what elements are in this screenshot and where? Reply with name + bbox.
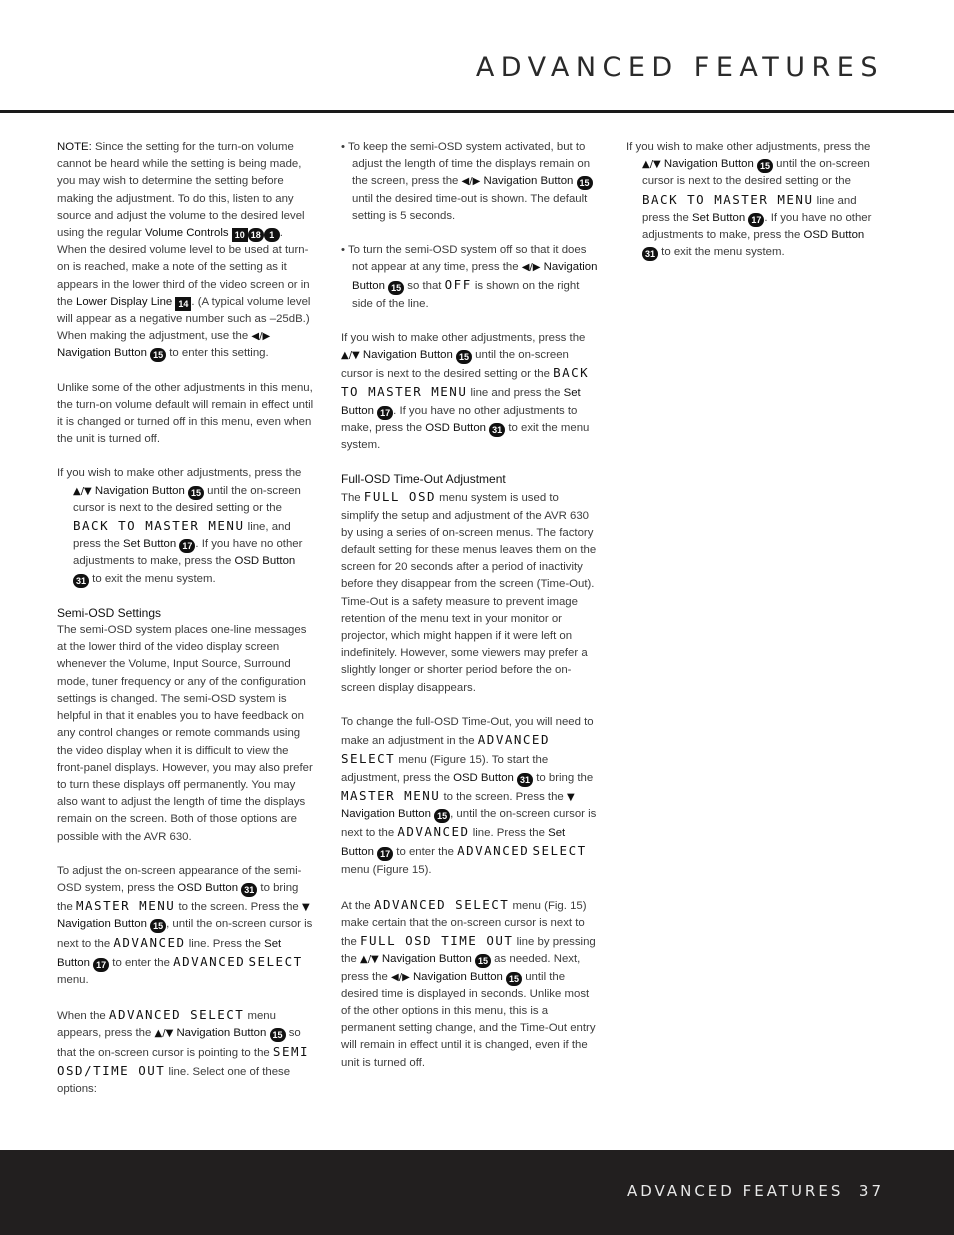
text: so that xyxy=(404,280,445,293)
text: is shown on the right side of the line. xyxy=(352,280,580,310)
down-arrow-icon: ▼ xyxy=(301,902,310,914)
term-navigation-button: Navigation Button xyxy=(483,175,574,188)
text: line and press the xyxy=(467,387,564,400)
header-rule xyxy=(0,110,954,113)
text: If you wish to make other adjustments, press the xyxy=(626,141,871,153)
paragraph xyxy=(341,330,598,454)
callout-18: 18 xyxy=(248,228,264,242)
footer-label xyxy=(627,1182,884,1200)
menu-text-semi-osd-time-out: SEMI OSD/TIME OUT xyxy=(57,1043,310,1078)
text: To change the full-OSD Time-Out, you will need to make an adjustment in the xyxy=(341,715,594,748)
text: . If you have no other adjustments to make, press the xyxy=(341,404,578,434)
text: To adjust the on-screen appearance of the semi-OSD system, press the xyxy=(57,864,302,894)
menu-text-advanced: ADVANCED xyxy=(113,934,186,950)
text: At the xyxy=(341,899,374,912)
text: until the on-screen cursor is next to the desired setting or the xyxy=(341,349,569,381)
text: . (A typical volume level will appear as a negative number such as –25dB.) When making the adjustment, use the xyxy=(57,295,311,343)
term-set-button: Set Button xyxy=(57,937,282,969)
menu-text-select: SELECT xyxy=(248,953,303,969)
heading-full-osd-time-out: Full-OSD Time-Out Adjustment xyxy=(341,472,506,487)
left-right-arrows-icon: ◀/▶ xyxy=(251,331,271,343)
text: line, and press the xyxy=(73,521,291,551)
term-osd-button: OSD Button xyxy=(803,229,865,242)
menu-text-back-to-master-menu: BACK TO MASTER MENU xyxy=(642,191,814,207)
callout-31: 31 xyxy=(642,247,658,261)
text: If you wish to make other adjustments, press the xyxy=(57,467,302,480)
text: menu appears, press the xyxy=(57,1010,276,1040)
text: to exit the menu system. xyxy=(658,246,785,259)
text: as needed. Next, press the xyxy=(341,953,581,983)
footer-section: ADVANCED FEATURES xyxy=(626,1182,844,1200)
callout-17: 17 xyxy=(748,213,764,227)
text: until the desired time is displayed in seconds. Unlike most of the other options in this menu, this is a permanent setting change, and the Time-Out entry will remain in effect until it is changed, even if the unit is turned off. xyxy=(341,970,596,1069)
term-set-button: Set Button xyxy=(341,387,581,417)
text: , until the on-screen cursor is next to the xyxy=(341,807,597,840)
paragraph xyxy=(341,714,598,879)
menu-text-advanced: ADVANCED xyxy=(477,732,550,748)
text: • To turn the semi-OSD system off so that it does not appear at any time, press the xyxy=(341,244,587,274)
callout-15: 15 xyxy=(150,348,166,362)
term-lower-display-line: Lower Display Line xyxy=(76,295,173,308)
term-navigation-button: Navigation Button xyxy=(176,1027,267,1040)
up-down-arrows-icon: ▲/▼ xyxy=(642,159,661,171)
term-navigation-button: Navigation Button xyxy=(94,484,185,497)
page-footer xyxy=(0,1150,954,1235)
callout-17: 17 xyxy=(93,958,109,972)
term-set-button: Set Button xyxy=(123,538,177,551)
text: • To keep the semi-OSD system activated, but to adjust the length of time the displays remain on the screen, press the xyxy=(341,141,591,188)
menu-text-to-master-menu: TO MASTER MENU xyxy=(341,384,468,400)
term-osd-button: OSD Button xyxy=(453,771,514,784)
up-down-arrows-icon: ▲/▼ xyxy=(73,485,92,497)
text: . When the desired volume level to be used at turn-on is reached, make a note of the setting as it appears in the lower third of the video screen or in the xyxy=(57,227,310,308)
term-set-button: Set Button xyxy=(692,211,746,224)
text: to exit the menu system. xyxy=(341,421,590,452)
menu-text-advanced-select: ADVANCED SELECT xyxy=(373,896,510,912)
paragraph xyxy=(57,1006,314,1098)
text: , until the on-screen cursor is next to the xyxy=(57,918,313,950)
term-navigation-button: Navigation Button xyxy=(362,349,453,362)
left-right-arrows-icon: ◀/▶ xyxy=(521,262,541,274)
menu-text-select: SELECT xyxy=(341,751,396,767)
up-down-arrows-icon: ▲/▼ xyxy=(154,1028,174,1040)
text: line by pressing the xyxy=(341,936,596,966)
text: to enter this setting. xyxy=(166,347,269,360)
menu-text-master-menu: MASTER MENU xyxy=(76,898,176,914)
callout-1: 1 xyxy=(264,228,280,242)
text: The xyxy=(341,492,364,505)
menu-text-select: SELECT xyxy=(532,843,587,859)
callout-31: 31 xyxy=(241,883,257,897)
text: line. Select one of these options: xyxy=(57,1065,291,1095)
menu-text-off: OFF xyxy=(444,277,472,293)
bullet-item xyxy=(341,139,598,225)
callout-31: 31 xyxy=(489,423,505,437)
text: . If you have no other adjustments to make, press the xyxy=(73,538,303,568)
page-number: 37 xyxy=(858,1182,884,1200)
up-down-arrows-icon: ▲/▼ xyxy=(360,954,379,966)
callout-15: 15 xyxy=(757,159,773,173)
text: . If you have no other adjustments to make, press the xyxy=(642,211,872,242)
callout-15: 15 xyxy=(434,809,450,823)
menu-text-advanced: ADVANCED xyxy=(457,843,530,859)
menu-text-full-osd-time-out: FULL OSD TIME OUT xyxy=(360,933,514,949)
text: until the on-screen cursor is next to the desired setting or the xyxy=(642,158,870,188)
text: If you wish to make other adjustments, press the xyxy=(341,331,586,344)
down-arrow-icon: ▼ xyxy=(566,791,575,803)
text: so that the on-screen cursor is pointing to the xyxy=(57,1027,301,1059)
text: to enter the xyxy=(393,846,458,859)
callout-15: 15 xyxy=(388,281,404,295)
menu-text-full-osd: FULL OSD xyxy=(363,489,437,505)
paragraph xyxy=(626,139,883,261)
text: line. Press the xyxy=(185,937,265,950)
heading-semi-osd-settings: Semi-OSD Settings xyxy=(57,605,162,620)
callout-15: 15 xyxy=(456,350,472,364)
term-osd-button: OSD Button xyxy=(234,555,296,568)
callout-10: 10 xyxy=(232,228,248,242)
term-navigation-button: Navigation Button xyxy=(381,953,472,966)
bullet-item xyxy=(341,242,598,313)
text: menu system is used to simplify the setup and adjustment of the AVR 630 by using a series of on-screen menus. The factory default setting for these menus leaves them on the screen for 20 seconds after a period of inactivity before they disappear from the screen (Time-Out). Time-Out is a safety measure to prevent image retention of the menu text in your monitor or projector, which might happen if it were left on indefinitely. However, some viewers may prefer a slightly longer or shorter period before the on-screen display disappears. xyxy=(341,492,597,694)
menu-text-advanced: ADVANCED xyxy=(173,953,246,969)
menu-text-back-to-master-menu: BACK TO MASTER MENU xyxy=(73,518,245,534)
menu-text-back: BACK xyxy=(553,365,590,381)
column-3 xyxy=(626,139,883,278)
term-osd-button: OSD Button xyxy=(177,881,239,894)
column-1 xyxy=(57,139,314,1115)
left-right-arrows-icon: ◀/▶ xyxy=(461,176,481,188)
text: to bring the xyxy=(533,771,594,784)
callout-17: 17 xyxy=(179,539,195,553)
text: until the on-screen cursor is next to the desired setting or the xyxy=(73,484,301,514)
callout-15: 15 xyxy=(270,1028,286,1042)
up-down-arrows-icon: ▲/▼ xyxy=(341,350,360,362)
callout-17: 17 xyxy=(377,406,393,420)
paragraph: Unlike some of the other adjustments in this menu, the turn-on volume default will remain in effect until it is changed or turned off in this menu, even when the unit is turned off. xyxy=(57,381,314,446)
text: to enter the xyxy=(109,956,174,969)
callout-31: 31 xyxy=(73,574,89,588)
term-volume-controls: Volume Controls xyxy=(145,227,229,240)
callout-17: 17 xyxy=(377,847,393,861)
menu-text-advanced: ADVANCED xyxy=(397,824,470,840)
menu-text-master-menu: MASTER MENU xyxy=(341,787,441,803)
page-header-title: ADVANCED FEATURES xyxy=(475,52,884,83)
text: menu (Figure 15). To start the adjustment, press the xyxy=(341,754,549,784)
callout-31: 31 xyxy=(517,773,533,787)
term-navigation-button: Navigation Button xyxy=(341,807,431,820)
left-right-arrows-icon: ◀/▶ xyxy=(391,971,410,983)
paragraph xyxy=(57,465,314,587)
term-navigation-button: Navigation Button xyxy=(57,347,147,360)
text: line and press the xyxy=(642,194,857,224)
callout-15: 15 xyxy=(150,919,166,933)
callout-15: 15 xyxy=(188,486,204,500)
text: menu (Figure 15). xyxy=(341,863,432,876)
callout-15: 15 xyxy=(506,972,522,986)
callout-15: 15 xyxy=(475,954,491,968)
paragraph xyxy=(341,488,598,696)
term-navigation-button: Navigation Button xyxy=(412,970,503,983)
term-osd-button: OSD Button xyxy=(425,421,486,434)
text: to exit the menu system. xyxy=(89,572,216,585)
note-label: NOTE: xyxy=(57,141,92,153)
note-paragraph xyxy=(57,139,314,363)
menu-text-advanced-select: ADVANCED SELECT xyxy=(108,1007,245,1023)
text: to the screen. Press the xyxy=(175,901,302,914)
paragraph: The semi-OSD system places one-line messages at the lower third of the video display screen whenever the Volume, Input Source, Surround mode, tuner frequency or any of the configuration settings is changed. The semi-OSD system is helpful in that it enables you to have feedback on any control changes or remote commands using the video display when it is difficult to view the front-panel displays. However, you may also prefer to turn these displays off permanently. You may also want to adjust the length of time the displays remain on the screen. Both of those options are possible with the AVR 630. xyxy=(57,624,313,843)
column-2 xyxy=(341,139,598,1089)
text: menu (Fig. 15) make certain that the on-screen cursor is next to the xyxy=(341,899,587,949)
text: to bring the xyxy=(57,881,299,914)
term-navigation-button: Navigation Button xyxy=(57,918,147,931)
text: line. Press the xyxy=(469,827,549,840)
paragraph xyxy=(341,896,598,1072)
text: Since the setting for the turn-on volume cannot be heard while the setting is being made, you may wish to determine the setting before making the adjustment. To do this, listen to any source and adjust the volume to the desired level using the regular xyxy=(57,141,305,240)
text: When the xyxy=(57,1010,109,1023)
paragraph xyxy=(57,863,314,989)
text: menu. xyxy=(57,973,89,986)
text: until the desired time-out is shown. The default setting is 5 seconds. xyxy=(352,192,588,222)
term-set-button: Set Button xyxy=(341,827,566,859)
term-navigation-button: Navigation Button xyxy=(663,158,754,171)
callout-14: 14 xyxy=(175,297,191,311)
text: to the screen. Press the xyxy=(440,790,567,803)
term-navigation-button: Navigation Button xyxy=(352,261,598,293)
callout-15: 15 xyxy=(577,176,593,190)
